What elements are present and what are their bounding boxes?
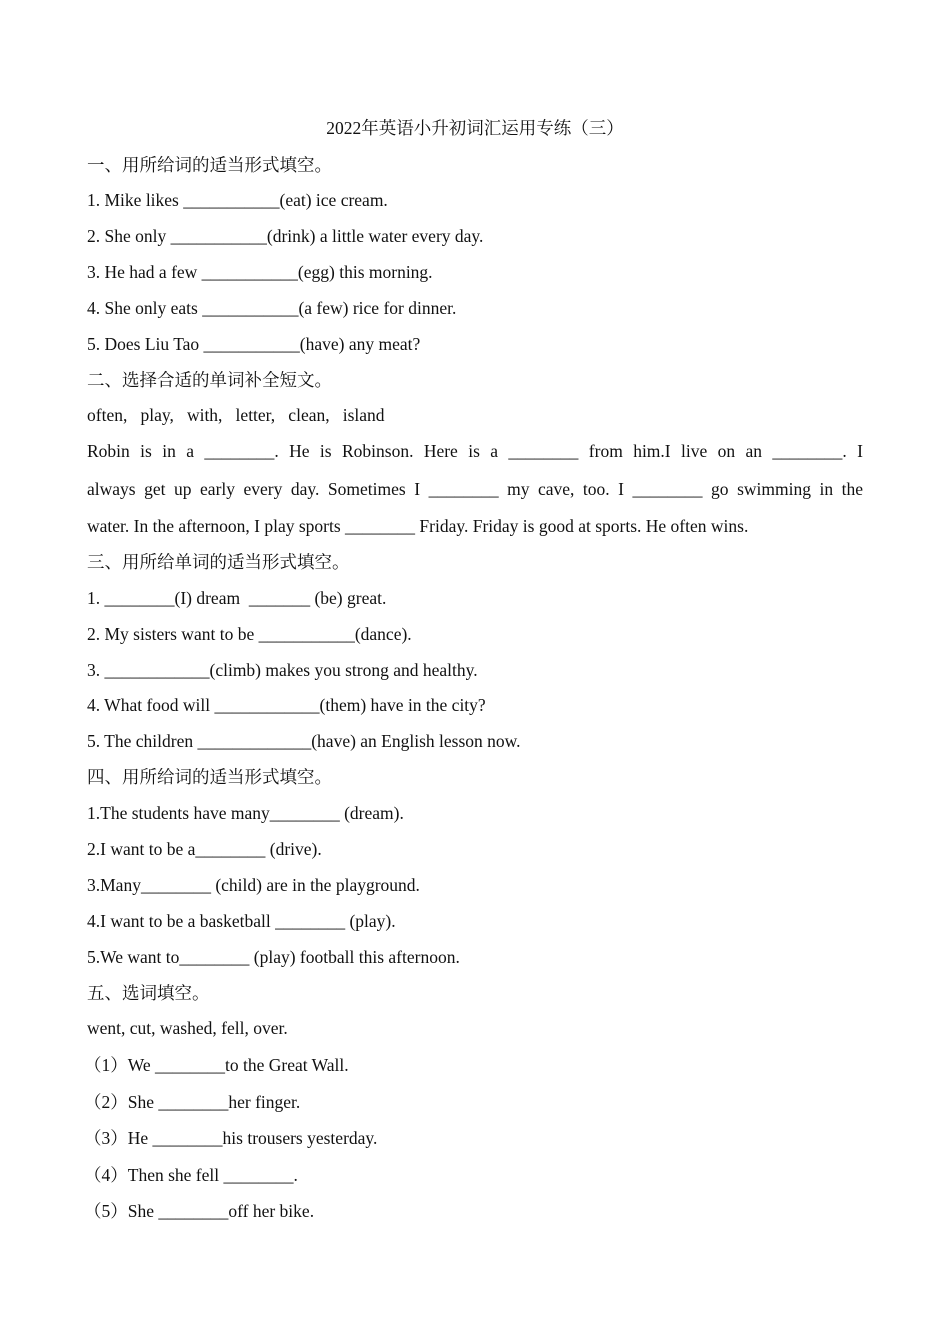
page-title: 2022年英语小升初词汇运用专练（三） [326,118,624,138]
section-3-item-1: 1. ________(I) dream _______ (be) great. [87,588,387,608]
section-1-item-3: 3. He had a few ___________(egg) this morning. [87,262,433,282]
section-4-item-1: 1.The students have many________ (dream). [87,803,404,823]
section-2-passage-line-2: always get up early every day. Sometimes I ________ my cave, too. I ________ go swimming in the [87,479,863,499]
section-3-item-3: 3. ____________(climb) makes you strong and healthy. [87,660,478,680]
section-3-item-2: 2. My sisters want to be ___________(dance). [87,624,412,644]
section-1-item-1: 1. Mike likes ___________(eat) ice cream. [87,190,388,210]
section-2-word-bank: often, play, with, letter, clean, island [87,405,385,425]
section-3-item-5: 5. The children _____________(have) an English lesson now. [87,731,521,751]
section-5-heading: 五、选词填空。 [87,983,210,1003]
section-4-item-5: 5.We want to________ (play) football this afternoon. [87,947,460,967]
section-5-item-5: （5）She ________off her bike. [84,1201,315,1221]
section-2-heading: 二、选择合适的单词补全短文。 [87,370,332,390]
section-5-item-4: （4）Then she fell ________. [84,1165,298,1185]
section-3-heading: 三、用所给单词的适当形式填空。 [87,552,350,572]
section-5-word-bank: went, cut, washed, fell, over. [87,1018,288,1038]
section-2-passage-line-3: water. In the afternoon, I play sports ________ Friday. Friday is good at sports. He often wins. [87,516,749,536]
section-1-item-2: 2. She only ___________(drink) a little water every day. [87,226,484,246]
section-5-item-2: （2）She ________her finger. [84,1092,301,1112]
section-2-passage-line-1: Robin is in a ________. He is Robinson. Here is a ________ from him.I live on an ________. I [87,441,863,461]
section-3-item-4: 4. What food will ____________(them) have in the city? [87,695,486,715]
section-4-heading: 四、用所给词的适当形式填空。 [87,767,332,787]
section-4-item-4: 4.I want to be a basketball ________ (play). [87,911,396,931]
section-4-item-2: 2.I want to be a________ (drive). [87,839,322,859]
section-1-item-4: 4. She only eats ___________(a few) rice for dinner. [87,298,457,318]
section-1-item-5: 5. Does Liu Tao ___________(have) any meat? [87,334,421,354]
section-5-item-1: （1）We ________to the Great Wall. [84,1055,349,1075]
section-4-item-3: 3.Many________ (child) are in the playground. [87,875,420,895]
section-1-heading: 一、用所给词的适当形式填空。 [87,155,332,175]
section-5-item-3: （3）He ________his trousers yesterday. [84,1128,378,1148]
